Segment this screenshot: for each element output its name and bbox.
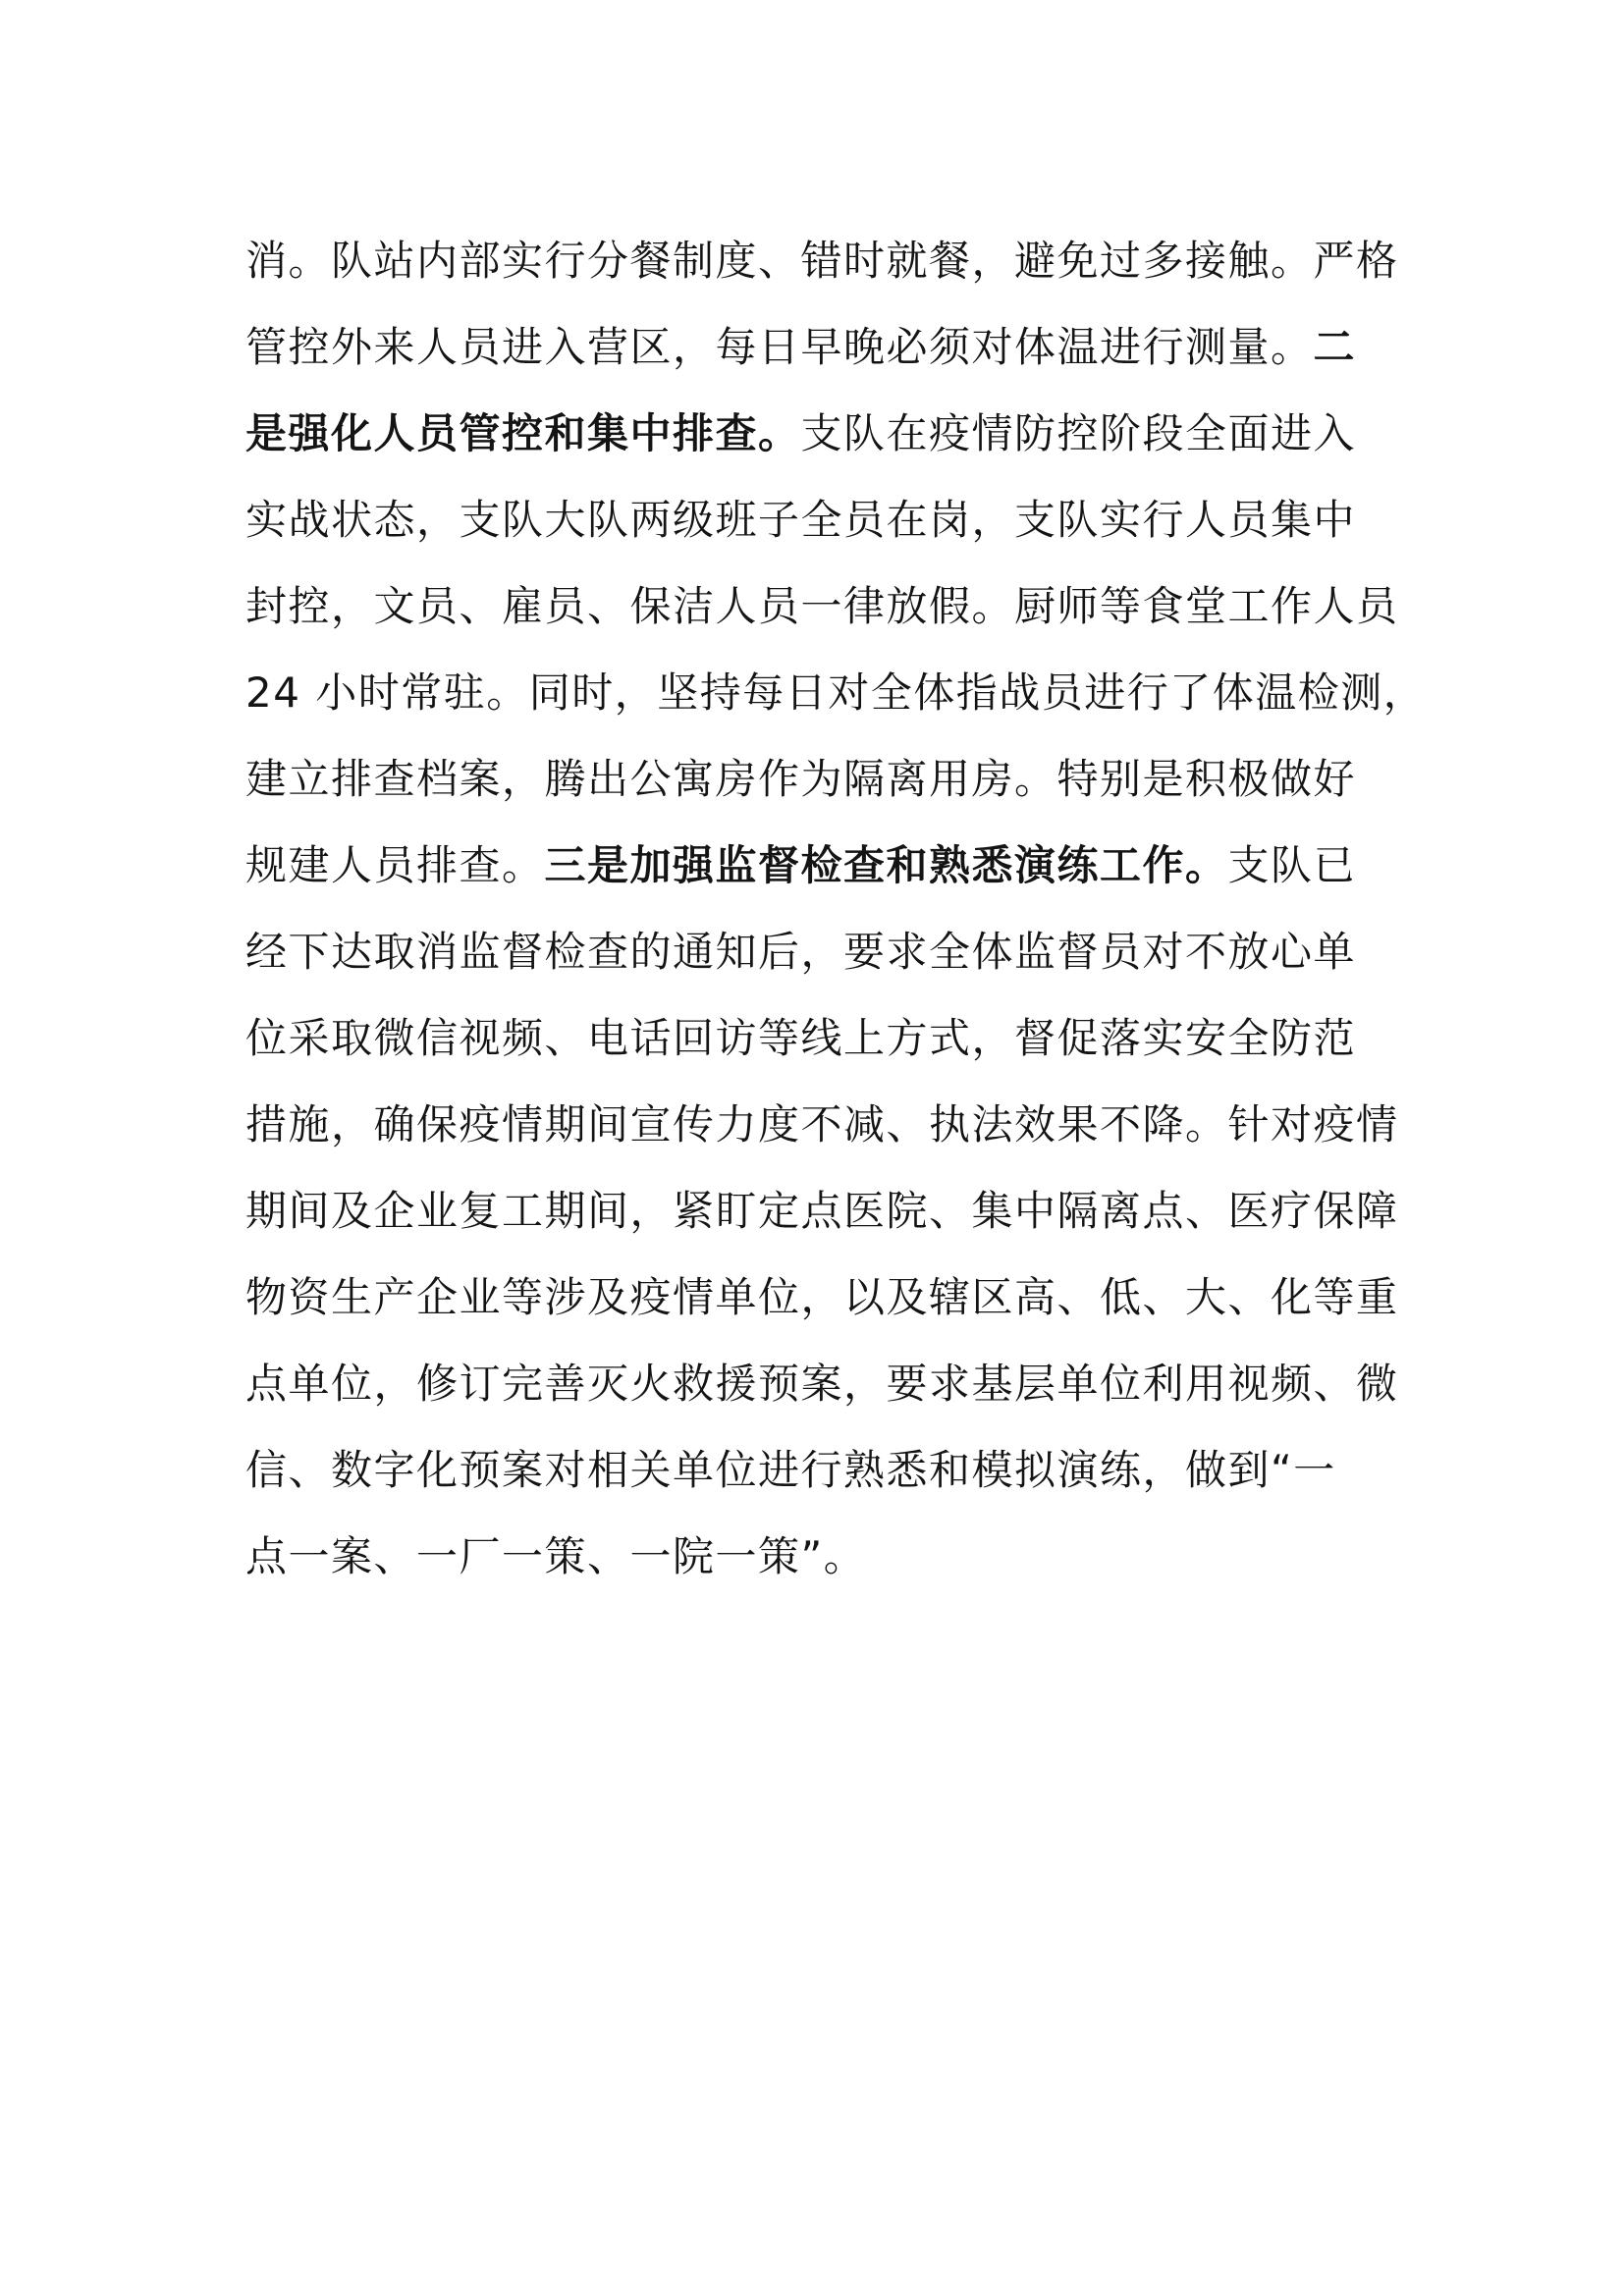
bold-heading-run: 是强化人员管控和集中排查。 [245,409,801,457]
text-run: 点单位，修订完善灭火救援预案，要求基层单位利用视频、微 [245,1360,1399,1408]
paragraph-line-15 [245,1427,1394,1514]
paragraph-line-2 [245,304,1394,391]
paragraph-line-8 [245,823,1394,909]
paragraph-line-10 [245,995,1394,1082]
text-run: 封控，文员、雇员、保洁人员一律放假。厨师等食堂工作人员 [245,582,1399,630]
text-run: 24 小时常驻。同时，坚持每日对全体指战员进行了体温检测， [245,668,1427,717]
text-run: 管控外来人员进入营区，每日早晚必须对体温进行测量。 [245,323,1314,371]
text-run: 期间及企业复工期间，紧盯定点医院、集中隔离点、医疗保障 [245,1187,1399,1235]
paragraph-line-16 [245,1514,1394,1600]
text-run: 规建人员排查。 [245,841,545,889]
text-run: 物资生产企业等涉及疫情单位，以及辖区高、低、大、化等重 [245,1273,1399,1321]
paragraph-line-1 [245,218,1399,304]
text-run: 点一案、一厂一策、一院一策”。 [245,1532,867,1580]
text-run: 实战状态，支队大队两级班子全员在岗，支队实行人员集中 [245,496,1357,544]
paragraph-line-3 [245,391,1394,477]
paragraph-line-13 [245,1255,1399,1341]
bold-heading-run: 三是加强监督检查和熟悉演练工作。 [544,841,1228,889]
text-run: 建立排查档案，腾出公寓房作为隔离用房。特别是积极做好 [245,755,1357,803]
text-run: 信、数字化预案对相关单位进行熟悉和模拟演练，做到“一 [245,1446,1336,1494]
paragraph-line-14 [245,1341,1399,1427]
body-paragraph [245,218,1427,1600]
text-run: 措施，确保疫情期间宣传力度不减、执法效果不降。针对疫情 [245,1100,1399,1148]
paragraph-line-11 [245,1082,1399,1168]
paragraph-line-6 [245,650,1427,736]
paragraph-line-5 [245,563,1399,650]
paragraph-line-4 [245,477,1394,563]
text-run: 支队在疫情防控阶段全面进入 [800,409,1357,457]
paragraph-line-7 [245,736,1394,823]
paragraph-line-12 [245,1168,1399,1255]
text-run: 位采取微信视频、电话回访等线上方式，督促落实安全防范 [245,1014,1357,1062]
text-run: 消。队站内部实行分餐制度、错时就餐，避免过多接触。严格 [245,237,1399,285]
bold-heading-run: 二 [1313,323,1357,371]
text-run: 支队已 [1227,841,1357,889]
text-run: 经下达取消监督检查的通知后，要求全体监督员对不放心单 [245,928,1357,976]
paragraph-line-9 [245,909,1394,995]
